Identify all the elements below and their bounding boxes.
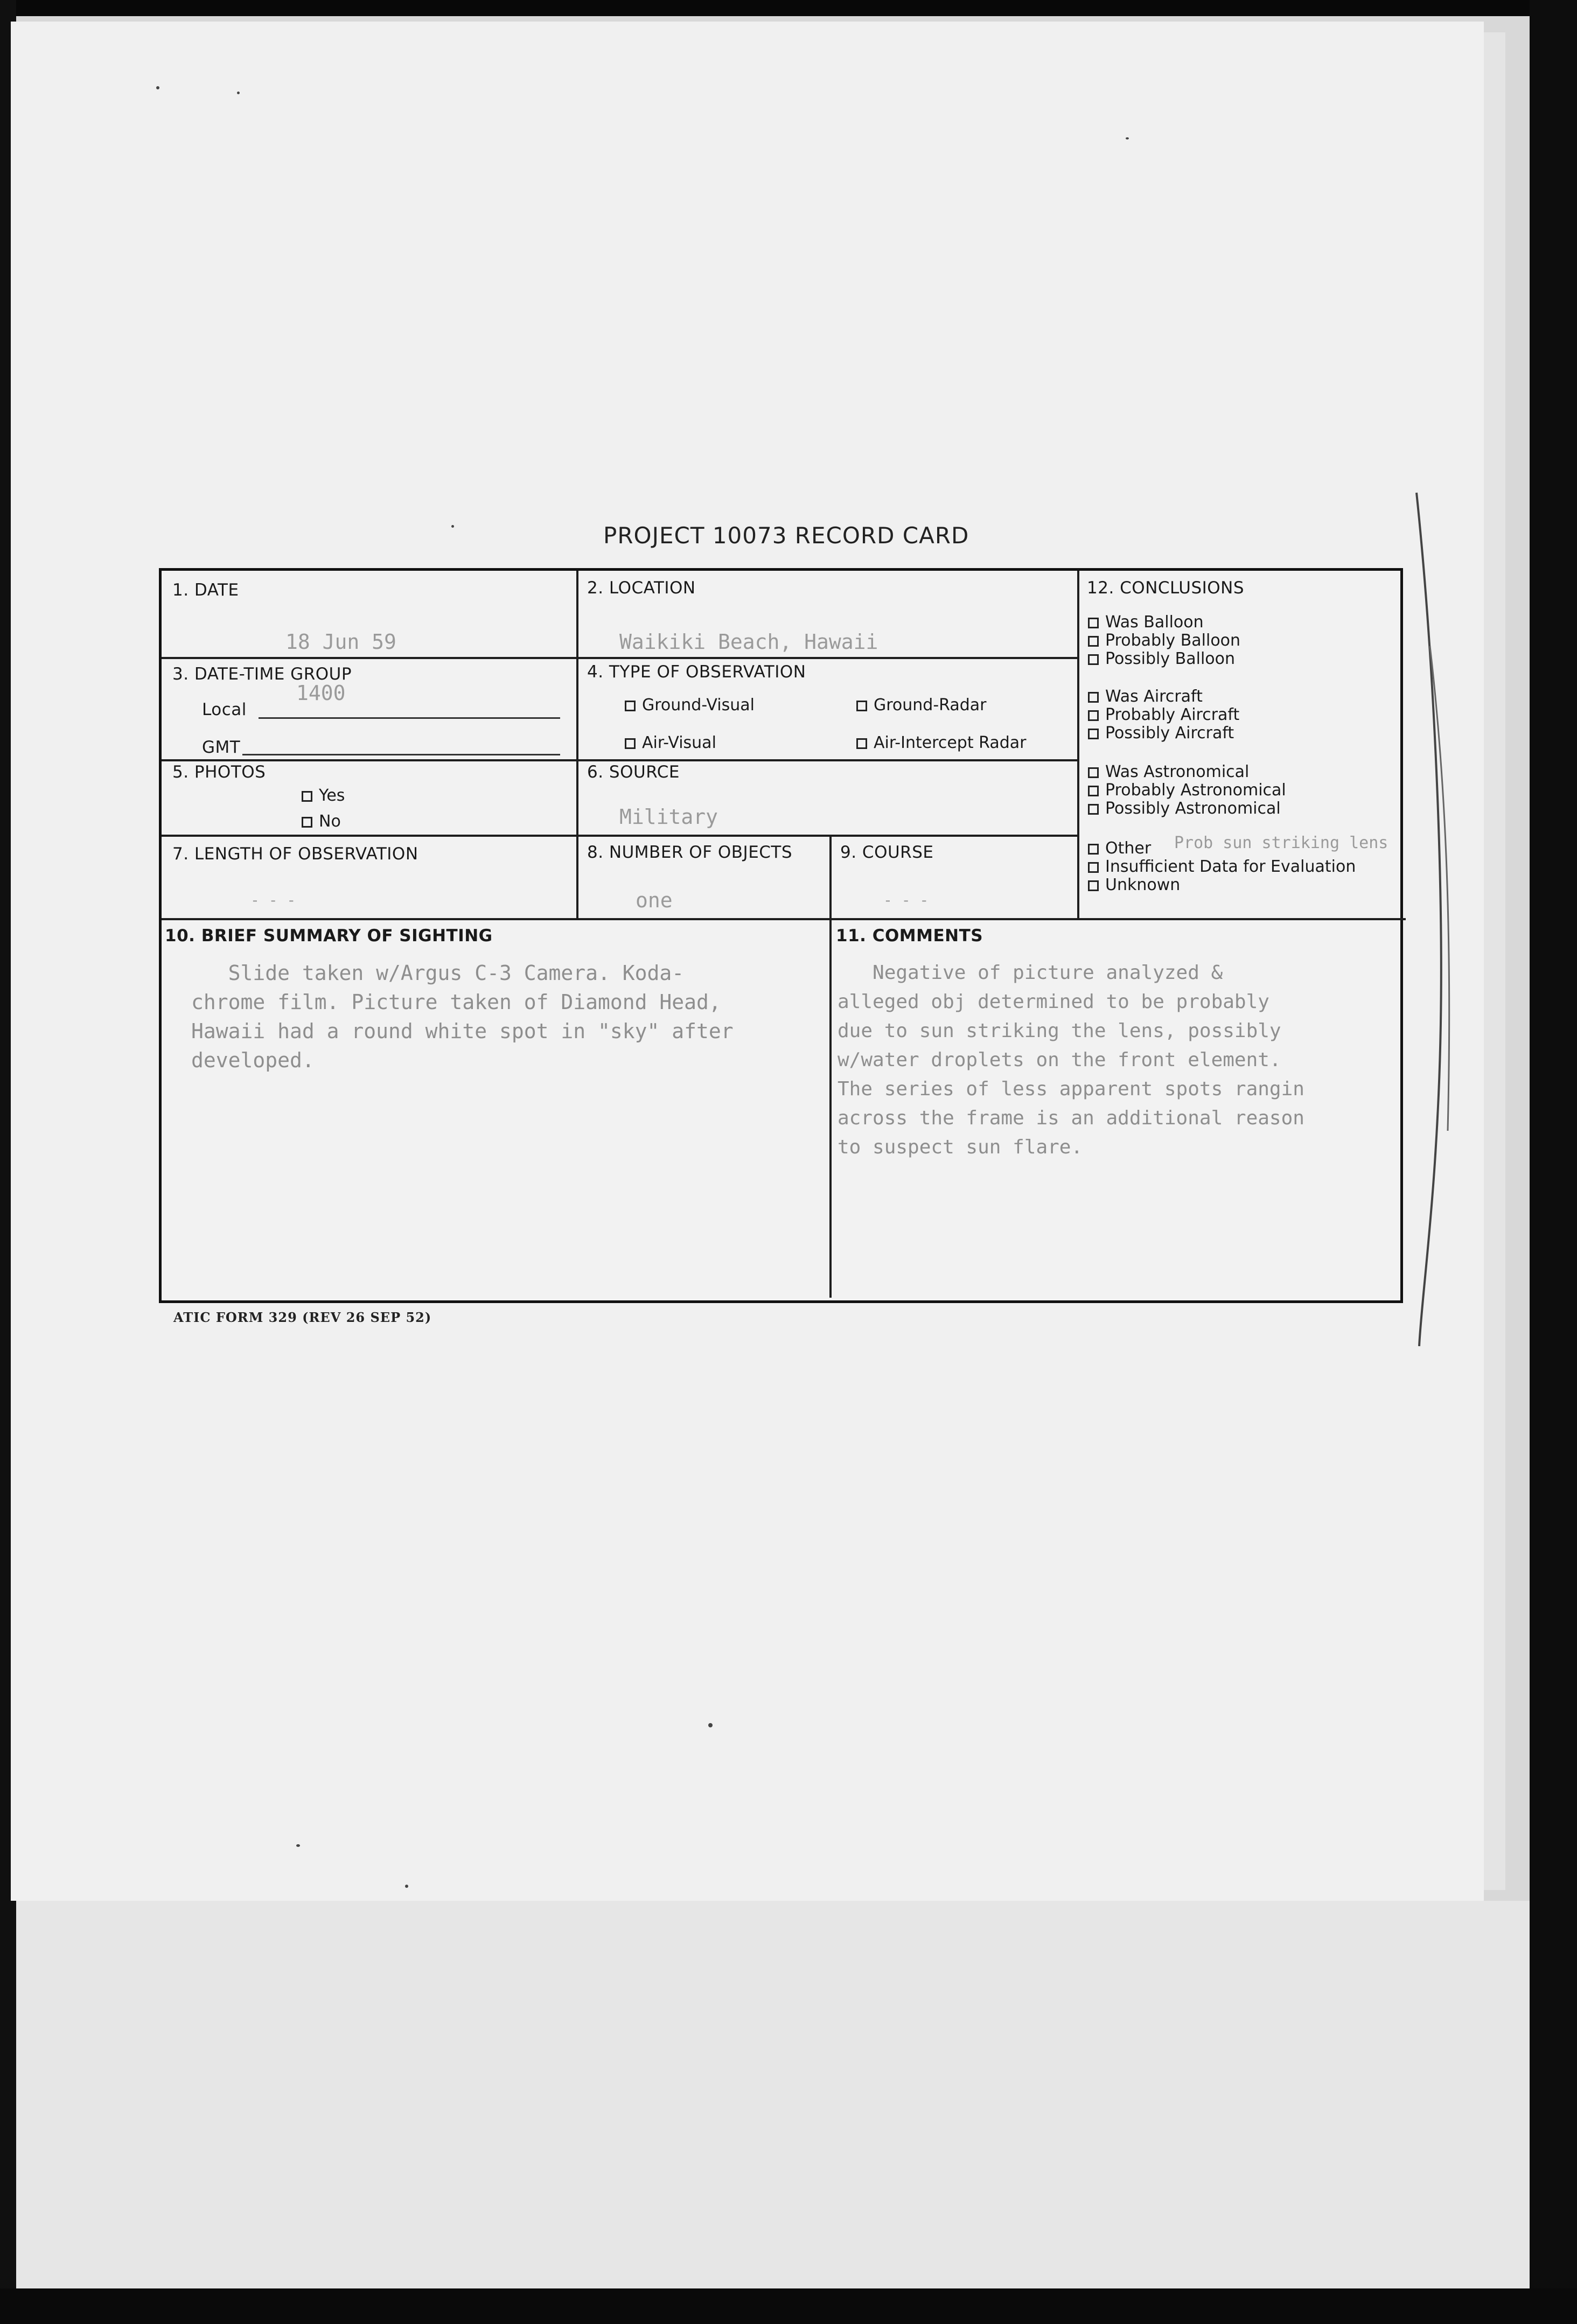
checkbox-square: [1088, 786, 1099, 796]
checkbox-square: [302, 791, 312, 802]
dust-speck: [451, 525, 454, 528]
checkbox-square: [625, 701, 636, 711]
observation-type-label: 4. TYPE OF OBSERVATION: [587, 662, 806, 682]
dust-speck: [237, 92, 240, 94]
checkbox-square: [1088, 880, 1099, 891]
local-time-value: 1400: [296, 681, 346, 705]
dust-speck: [708, 1723, 713, 1727]
checkbox-label: Probably Astronomical: [1105, 781, 1286, 800]
conclusion-was-aircraft[interactable]: [1088, 687, 1203, 706]
gmt-underline: [242, 754, 560, 755]
checkbox-square: [1088, 636, 1099, 647]
row-divider: [162, 835, 1077, 837]
checkbox-label: Insufficient Data for Evaluation: [1105, 857, 1356, 876]
conclusion-probably-balloon[interactable]: [1088, 631, 1240, 650]
source-value: Military: [619, 805, 718, 829]
source-label: 6. SOURCE: [587, 762, 680, 782]
checkbox-square: [1088, 729, 1099, 739]
summary-line: chrome film. Picture taken of Diamond Head,: [191, 990, 721, 1014]
conclusion-probably-astronomical[interactable]: [1088, 781, 1286, 800]
checkbox-label: Was Aircraft: [1105, 687, 1203, 706]
local-label: Local: [202, 700, 247, 719]
checkbox-square: [1088, 618, 1099, 628]
background-sheet: [16, 1901, 1530, 2288]
conclusion-insufficient-data[interactable]: [1088, 857, 1356, 876]
row-divider: [162, 657, 1077, 659]
column-divider: [829, 835, 832, 1298]
conclusion-possibly-aircraft[interactable]: [1088, 724, 1234, 743]
datetime-group-label: 3. DATE-TIME GROUP: [172, 664, 352, 684]
conclusion-was-balloon[interactable]: [1088, 613, 1204, 632]
comment-line: alleged obj determined to be probably: [838, 991, 1269, 1013]
checkbox-square: [1088, 844, 1099, 855]
checkbox-label: Air-Visual: [642, 733, 716, 752]
conclusion-possibly-balloon[interactable]: [1088, 649, 1235, 668]
brief-summary-label: 10. BRIEF SUMMARY OF SIGHTING: [165, 926, 493, 946]
comment-line: The series of less apparent spots rangin: [838, 1078, 1304, 1100]
number-of-objects-value: one: [636, 888, 673, 912]
date-label: 1. DATE: [172, 580, 239, 600]
ground-radar-checkbox[interactable]: [856, 696, 987, 715]
scan-border-bottom: [0, 2288, 1577, 2324]
photos-label: 5. PHOTOS: [172, 762, 266, 782]
checkbox-square: [856, 738, 867, 749]
conclusion-possibly-astronomical[interactable]: [1088, 799, 1281, 818]
scan-border-right: [1530, 0, 1577, 2324]
checkbox-label: Was Balloon: [1105, 613, 1204, 632]
conclusion-probably-aircraft[interactable]: [1088, 705, 1239, 724]
comment-line: to suspect sun flare.: [838, 1136, 1083, 1158]
dust-speck: [156, 86, 159, 89]
checkbox-label: Air-Intercept Radar: [874, 733, 1027, 752]
dust-speck: [1126, 137, 1129, 139]
checkbox-label: Probably Aircraft: [1105, 705, 1240, 724]
conclusion-other-value: Prob sun striking lens: [1174, 834, 1388, 852]
checkbox-square: [1088, 804, 1099, 815]
ground-visual-checkbox[interactable]: [625, 696, 755, 715]
summary-line: Slide taken w/Argus C-3 Camera. Koda-: [191, 961, 685, 985]
paper-edge: [1484, 32, 1505, 1890]
checkbox-square: [1088, 862, 1099, 873]
form-identifier: ATIC FORM 329 (REV 26 SEP 52): [173, 1310, 432, 1325]
air-intercept-radar-checkbox[interactable]: [856, 733, 1026, 752]
checkbox-label: Ground-Radar: [874, 696, 987, 715]
checkbox-label: Unknown: [1105, 876, 1181, 894]
dust-speck: [405, 1885, 408, 1888]
date-value: 18 Jun 59: [285, 630, 396, 654]
conclusion-was-astronomical[interactable]: [1088, 762, 1249, 781]
dust-speck: [296, 1844, 300, 1847]
checkbox-label: Possibly Balloon: [1105, 649, 1235, 668]
record-card: [159, 568, 1403, 1303]
conclusion-unknown[interactable]: [1088, 876, 1180, 894]
photos-no-checkbox[interactable]: [302, 812, 341, 831]
course-value: - - -: [883, 891, 929, 909]
card-title: PROJECT 10073 RECORD CARD: [603, 522, 969, 549]
checkbox-label: Possibly Aircraft: [1105, 724, 1234, 743]
checkbox-label: Ground-Visual: [642, 696, 755, 715]
comment-line: w/water droplets on the front element.: [838, 1049, 1281, 1071]
number-of-objects-label: 8. NUMBER OF OBJECTS: [587, 843, 793, 862]
photo-curl-edge: [1400, 485, 1465, 1357]
brief-summary-text: [191, 958, 734, 1075]
location-label: 2. LOCATION: [587, 578, 696, 598]
checkbox-label: Possibly Astronomical: [1105, 799, 1281, 818]
checkbox-square: [1088, 692, 1099, 703]
conclusions-label: 12. CONCLUSIONS: [1087, 578, 1245, 598]
checkbox-label: Was Astronomical: [1105, 762, 1250, 781]
row-divider: [162, 759, 1077, 761]
length-of-observation-label: 7. LENGTH OF OBSERVATION: [172, 844, 418, 864]
length-of-observation-value: - - -: [250, 891, 296, 909]
course-label: 9. COURSE: [840, 843, 934, 862]
checkbox-label: No: [319, 812, 341, 831]
checkbox-square: [625, 738, 636, 749]
summary-line: developed.: [191, 1048, 315, 1072]
checkbox-square: [856, 701, 867, 711]
checkbox-label: Probably Balloon: [1105, 631, 1241, 650]
comment-line: Negative of picture analyzed &: [838, 962, 1223, 984]
column-divider: [1077, 571, 1079, 918]
checkbox-square: [1088, 654, 1099, 665]
checkbox-square: [302, 817, 312, 828]
gmt-label: GMT: [202, 738, 241, 757]
comment-line: due to sun striking the lens, possibly: [838, 1020, 1281, 1042]
comments-label: 11. COMMENTS: [836, 926, 983, 946]
photos-yes-checkbox[interactable]: [302, 786, 345, 805]
column-divider: [576, 571, 578, 918]
location-value: Waikiki Beach, Hawaii: [619, 630, 878, 654]
summary-line: Hawaii had a round white spot in "sky" after: [191, 1019, 734, 1043]
comments-text: [838, 958, 1304, 1162]
checkbox-square: [1088, 710, 1099, 721]
checkbox-label: Other: [1105, 839, 1152, 858]
conclusion-other[interactable]: [1088, 839, 1151, 858]
comment-line: across the frame is an additional reason: [838, 1107, 1304, 1129]
checkbox-square: [1088, 767, 1099, 778]
row-divider: [162, 918, 1406, 920]
scan-border-top: [0, 0, 1577, 16]
checkbox-label: Yes: [319, 786, 345, 805]
local-underline: [259, 717, 560, 719]
air-visual-checkbox[interactable]: [625, 733, 716, 752]
